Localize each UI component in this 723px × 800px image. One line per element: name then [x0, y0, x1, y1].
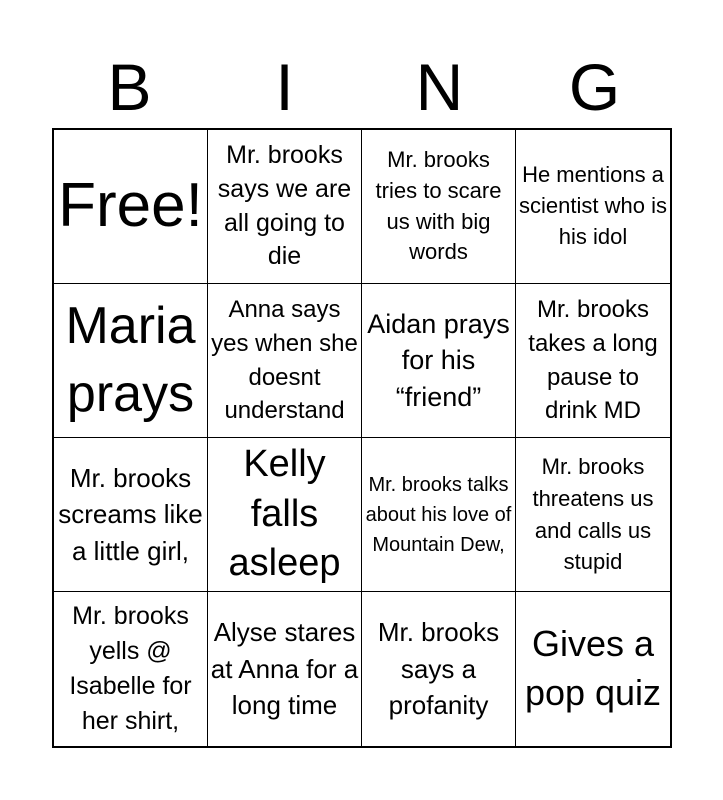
title-letter-b: B — [107, 50, 152, 124]
bingo-cell-free[interactable] — [54, 130, 208, 284]
bingo-cell[interactable] — [362, 592, 516, 746]
cell-text: Mr. brooks says we are all going to die — [217, 141, 352, 271]
cell-text: Free! — [58, 171, 203, 241]
bingo-cell[interactable] — [54, 438, 208, 592]
bingo-card-grid — [52, 128, 672, 748]
bingo-cell[interactable] — [516, 130, 670, 284]
bingo-cell[interactable] — [362, 438, 516, 592]
bingo-cell[interactable] — [516, 438, 670, 592]
bingo-cell[interactable] — [208, 438, 362, 592]
title-letter-g: G — [568, 50, 621, 124]
cell-text: Maria prays — [65, 296, 196, 423]
cell-text: Gives a pop quiz — [524, 623, 662, 713]
bingo-cell[interactable] — [362, 284, 516, 438]
cell-text: Mr. brooks takes a long pause to drink MD — [528, 296, 658, 425]
bingo-cell[interactable] — [208, 284, 362, 438]
cell-text: Mr. brooks talks about his love of Mountain Dew, — [365, 473, 512, 556]
bingo-cell[interactable] — [362, 130, 516, 284]
bingo-cell[interactable] — [54, 284, 208, 438]
title-letter-n: N — [415, 50, 464, 124]
cell-text: He mentions a scientist who is his idol — [519, 162, 667, 249]
bingo-cell[interactable] — [54, 592, 208, 746]
cell-text: Mr. brooks screams like a little girl, — [58, 462, 203, 566]
bingo-cell[interactable] — [516, 592, 670, 746]
cell-text: Alyse stares at Anna for a long time — [210, 617, 359, 721]
bingo-cell[interactable] — [516, 284, 670, 438]
cell-text: Anna says yes when she doesnt understand — [211, 296, 358, 425]
title-letter-i: I — [275, 50, 294, 124]
bingo-cell[interactable] — [208, 592, 362, 746]
bingo-title — [52, 52, 672, 122]
cell-text: Aidan prays for his “friend” — [367, 308, 510, 412]
bingo-cell[interactable] — [208, 130, 362, 284]
cell-text: Mr. brooks says a profanity — [377, 617, 500, 721]
cell-text: Mr. brooks yells @ Isabelle for her shirt, — [69, 602, 192, 735]
cell-text: Mr. brooks tries to scare us with big words — [375, 146, 502, 265]
cell-text: Mr. brooks threatens us and calls us stupid — [532, 453, 654, 575]
cell-text: Kelly falls asleep — [228, 443, 341, 585]
